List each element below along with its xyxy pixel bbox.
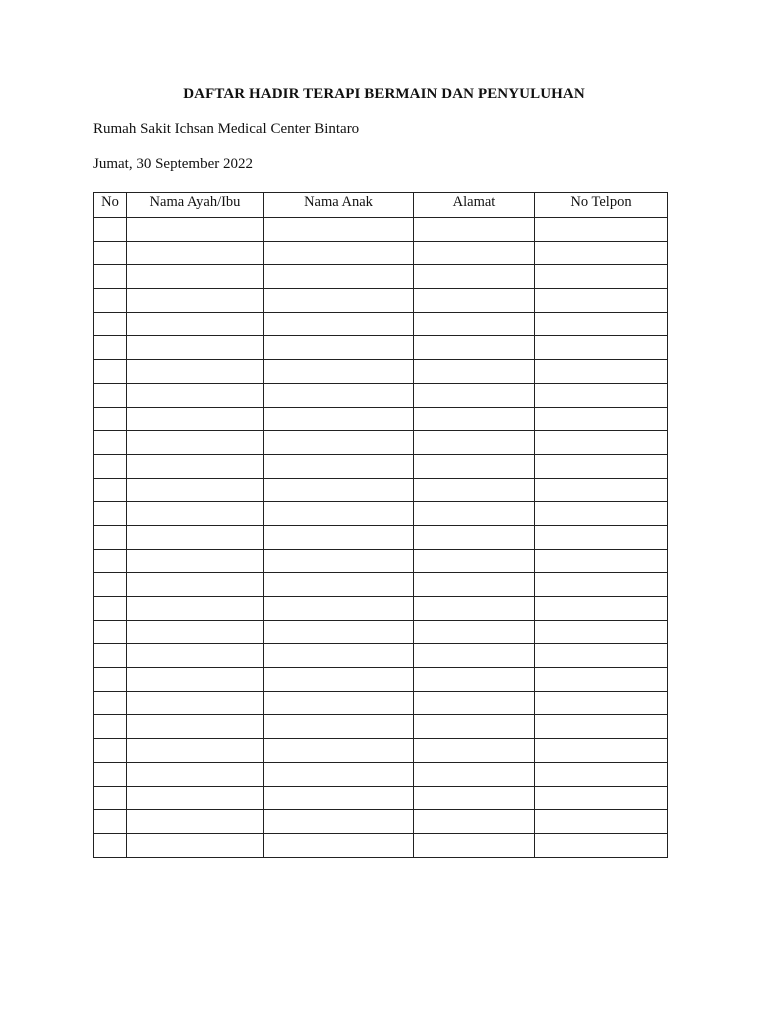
table-cell [414,289,535,313]
table-cell [264,691,414,715]
table-cell [94,312,127,336]
table-row [94,573,668,597]
table-cell [535,810,668,834]
table-cell [414,336,535,360]
table-cell [414,407,535,431]
table-cell [535,573,668,597]
table-cell [414,668,535,692]
table-cell [535,407,668,431]
table-cell [535,454,668,478]
table-row [94,431,668,455]
table-row [94,241,668,265]
table-cell [127,312,264,336]
table-row [94,383,668,407]
table-row [94,715,668,739]
table-cell [535,360,668,384]
table-cell [414,739,535,763]
table-cell [535,644,668,668]
table-cell [414,691,535,715]
table-cell [127,265,264,289]
table-row [94,289,668,313]
table-cell [535,241,668,265]
table-cell [414,620,535,644]
table-cell [264,336,414,360]
table-cell [94,644,127,668]
table-cell [127,218,264,242]
table-cell [414,360,535,384]
table-cell [535,312,668,336]
table-cell [94,407,127,431]
table-cell [414,810,535,834]
table-cell [94,502,127,526]
header-address: Alamat [414,193,535,218]
table-cell [127,691,264,715]
table-row [94,525,668,549]
table-cell [127,549,264,573]
table-cell [264,289,414,313]
table-cell [414,762,535,786]
table-cell [94,739,127,763]
table-cell [127,810,264,834]
table-cell [264,312,414,336]
table-cell [414,454,535,478]
table-row [94,644,668,668]
table-cell [94,289,127,313]
table-cell [264,265,414,289]
table-cell [414,525,535,549]
table-row [94,668,668,692]
table-row [94,739,668,763]
table-cell [127,786,264,810]
table-cell [94,478,127,502]
table-row [94,336,668,360]
table-cell [94,241,127,265]
attendance-table [93,192,668,858]
table-cell [535,502,668,526]
table-cell [264,502,414,526]
table-cell [264,383,414,407]
table-cell [94,454,127,478]
table-cell [127,715,264,739]
table-cell [264,549,414,573]
table-row [94,407,668,431]
table-cell [535,218,668,242]
table-cell [414,644,535,668]
table-row [94,549,668,573]
table-cell [535,833,668,857]
table-cell [535,431,668,455]
table-cell [94,620,127,644]
table-cell [127,833,264,857]
table-row [94,597,668,621]
table-cell [264,431,414,455]
table-cell [94,668,127,692]
table-cell [414,431,535,455]
table-cell [127,431,264,455]
table-cell [127,739,264,763]
table-row [94,786,668,810]
table-cell [127,573,264,597]
table-cell [264,454,414,478]
table-cell [535,691,668,715]
table-cell [264,597,414,621]
table-cell [94,336,127,360]
table-cell [94,810,127,834]
table-row [94,478,668,502]
table-cell [127,668,264,692]
table-cell [414,786,535,810]
table-cell [414,715,535,739]
table-cell [127,360,264,384]
table-cell [94,715,127,739]
table-cell [264,218,414,242]
table-cell [127,502,264,526]
table-cell [264,715,414,739]
table-cell [535,668,668,692]
table-cell [414,502,535,526]
table-cell [94,549,127,573]
table-cell [264,833,414,857]
table-row [94,762,668,786]
table-cell [127,644,264,668]
table-cell [535,336,668,360]
table-cell [94,360,127,384]
table-cell [264,644,414,668]
table-header-row [94,193,668,218]
table-cell [127,289,264,313]
table-cell [94,218,127,242]
table-cell [535,478,668,502]
table-cell [414,549,535,573]
table-cell [127,525,264,549]
table-cell [127,762,264,786]
table-cell [535,383,668,407]
table-cell [535,715,668,739]
table-cell [94,383,127,407]
table-cell [535,786,668,810]
table-cell [535,739,668,763]
table-cell [535,762,668,786]
table-cell [535,597,668,621]
table-cell [264,810,414,834]
header-parent-name: Nama Ayah/Ibu [127,193,264,218]
table-cell [414,597,535,621]
table-row [94,312,668,336]
table-cell [264,668,414,692]
table-cell [127,407,264,431]
table-cell [414,218,535,242]
table-cell [94,786,127,810]
table-row [94,691,668,715]
table-cell [264,241,414,265]
table-cell [127,241,264,265]
table-cell [535,265,668,289]
table-cell [94,265,127,289]
table-cell [127,454,264,478]
header-child-name: Nama Anak [264,193,414,218]
table-cell [414,833,535,857]
table-cell [414,478,535,502]
table-cell [94,833,127,857]
table-cell [94,597,127,621]
table-row [94,833,668,857]
table-cell [414,241,535,265]
table-cell [264,762,414,786]
table-row [94,265,668,289]
table-cell [264,739,414,763]
table-cell [414,383,535,407]
table-cell [414,573,535,597]
table-cell [127,383,264,407]
table-cell [94,431,127,455]
table-cell [94,762,127,786]
header-no: No [94,193,127,218]
table-cell [264,525,414,549]
table-cell [127,478,264,502]
table-cell [127,597,264,621]
table-cell [94,525,127,549]
table-row [94,218,668,242]
table-cell [264,573,414,597]
table-cell [94,691,127,715]
table-cell [535,525,668,549]
table-body [94,218,668,858]
table-cell [127,620,264,644]
table-cell [535,289,668,313]
table-cell [264,360,414,384]
table-cell [264,786,414,810]
table-row [94,502,668,526]
table-row [94,454,668,478]
table-cell [94,573,127,597]
institution-name: Rumah Sakit Ichsan Medical Center Bintaro [93,121,360,137]
table-row [94,360,668,384]
table-cell [264,620,414,644]
table-cell [127,336,264,360]
table-cell [264,478,414,502]
event-date: Jumat, 30 September 2022 [93,156,253,172]
document-title: DAFTAR HADIR TERAPI BERMAIN DAN PENYULUHAN [183,86,585,102]
table-cell [264,407,414,431]
table-cell [414,312,535,336]
table-cell [414,265,535,289]
header-phone: No Telpon [535,193,668,218]
table-row [94,620,668,644]
table-cell [535,620,668,644]
table-cell [535,549,668,573]
table-row [94,810,668,834]
